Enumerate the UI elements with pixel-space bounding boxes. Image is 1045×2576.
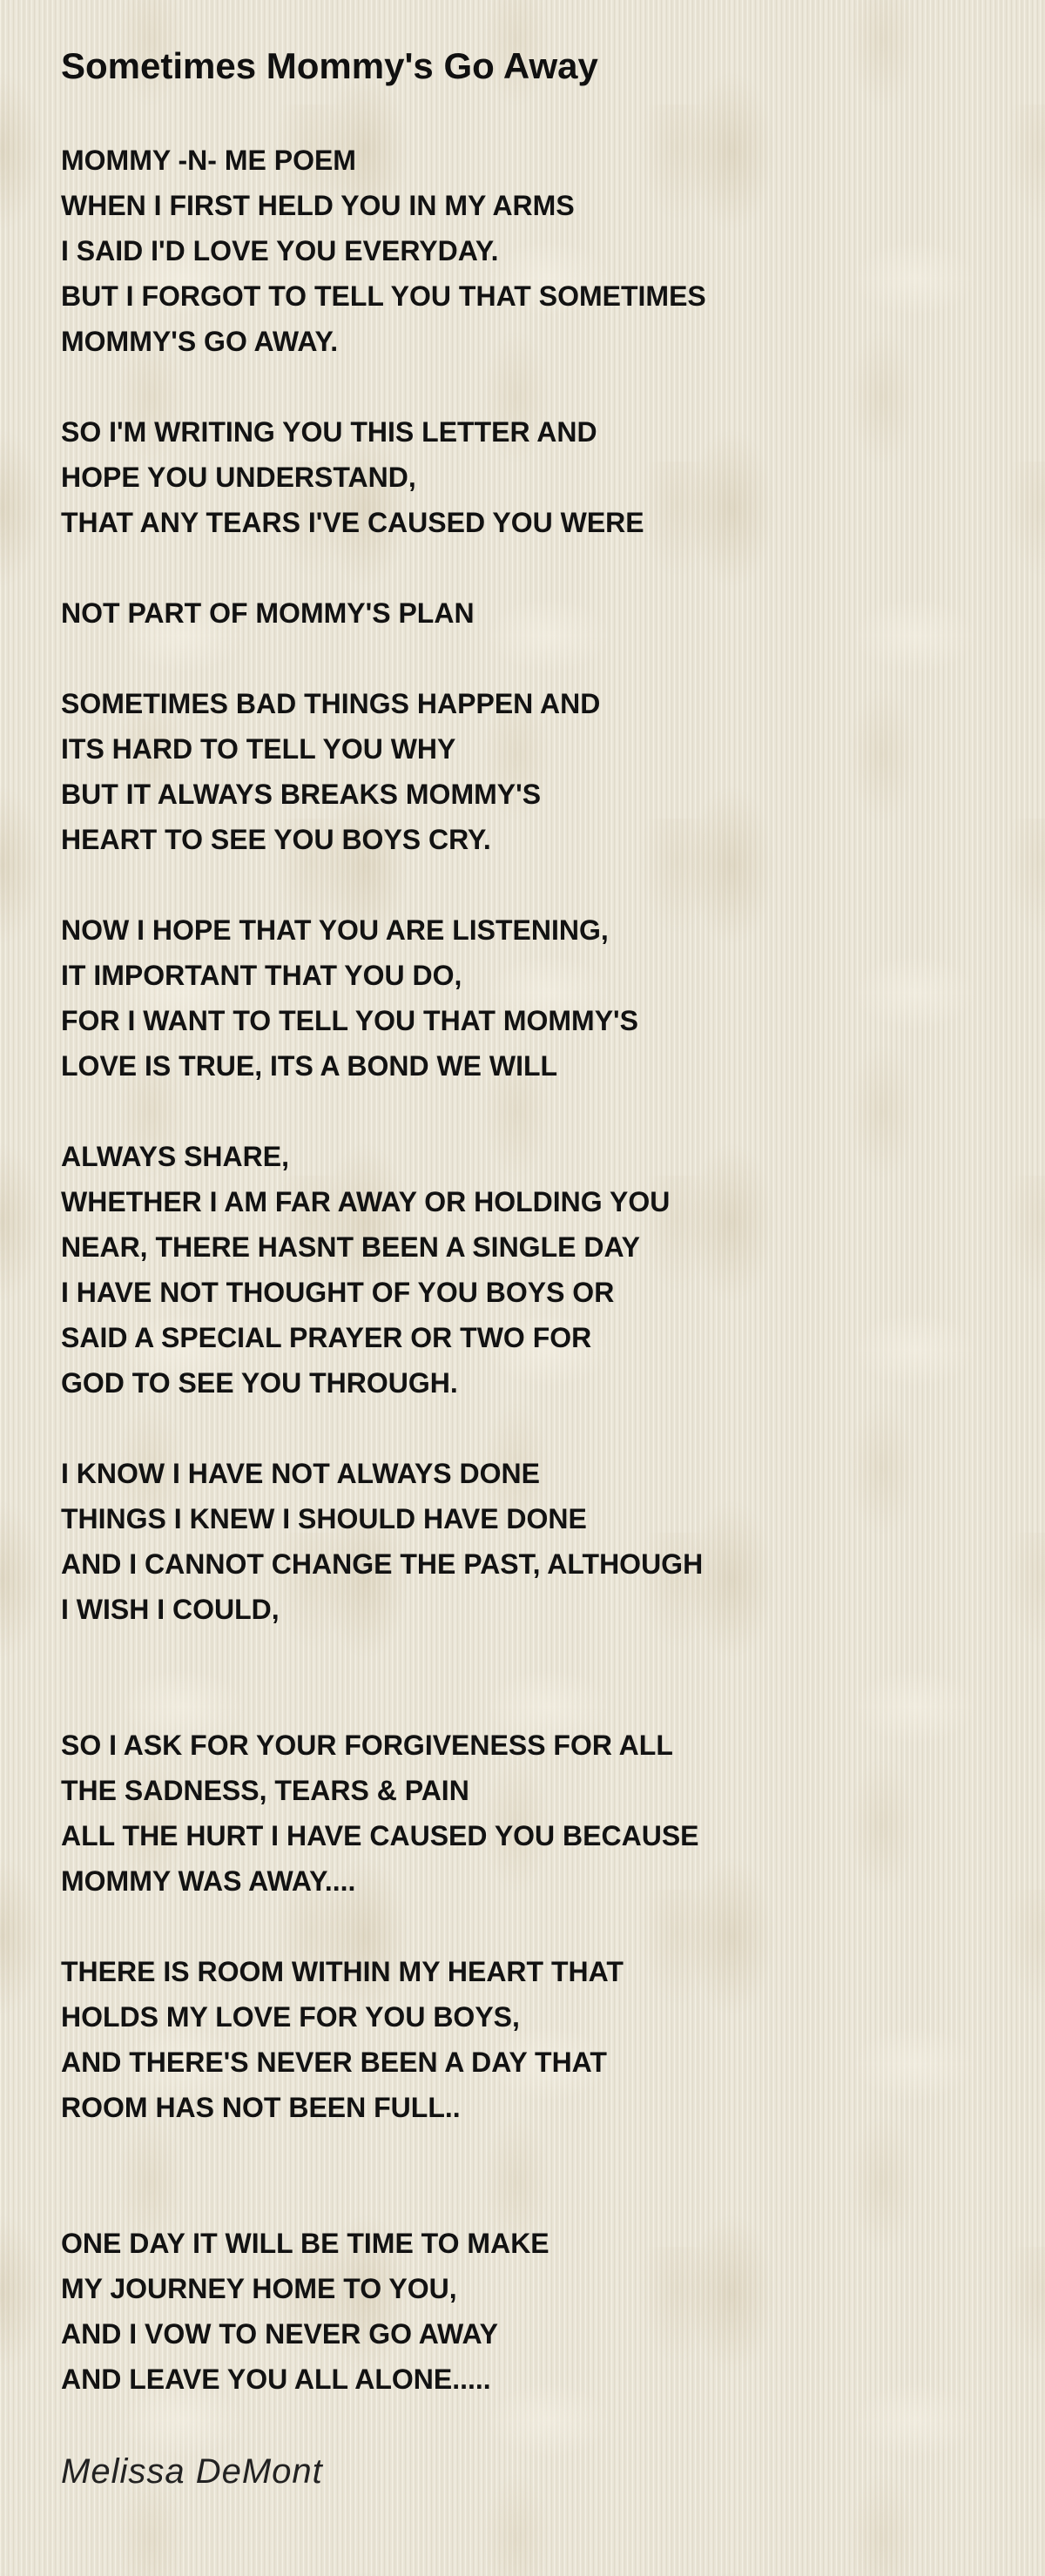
poem-line: MY JOURNEY HOME TO YOU,: [61, 2273, 457, 2305]
poem-line: AND LEAVE YOU ALL ALONE.....: [61, 2364, 491, 2396]
poem-line: ALL THE HURT I HAVE CAUSED YOU BECAUSE: [61, 1820, 699, 1852]
poem-line: THINGS I KNEW I SHOULD HAVE DONE: [61, 1503, 587, 1535]
poem-line: SO I ASK FOR YOUR FORGIVENESS FOR ALL: [61, 1730, 673, 1762]
stanza-spacer: [61, 1904, 1045, 1949]
poem-line: THERE IS ROOM WITHIN MY HEART THAT: [61, 1956, 624, 1988]
poem-line: THE SADNESS, TEARS & PAIN: [61, 1775, 469, 1807]
poem-line: BUT I FORGOT TO TELL YOU THAT SOMETIMES: [61, 280, 706, 313]
stanza-spacer: [61, 364, 1045, 409]
poem-line: WHETHER I AM FAR AWAY OR HOLDING YOU: [61, 1186, 671, 1218]
poem-line: I KNOW I HAVE NOT ALWAYS DONE: [61, 1458, 540, 1490]
poem-line: HEART TO SEE YOU BOYS CRY.: [61, 824, 491, 856]
poem-line: MOMMY WAS AWAY....: [61, 1865, 356, 1898]
poem-line: GOD TO SEE YOU THROUGH.: [61, 1367, 458, 1399]
poem-line: ROOM HAS NOT BEEN FULL..: [61, 2092, 461, 2124]
stanza-spacer: [61, 1089, 1045, 1134]
stanza-spacer: [61, 545, 1045, 590]
stanza-spacer: [61, 2130, 1045, 2175]
poem-line: ONE DAY IT WILL BE TIME TO MAKE: [61, 2228, 549, 2260]
poem-line: THAT ANY TEARS I'VE CAUSED YOU WERE: [61, 507, 644, 539]
stanza-spacer: [61, 1406, 1045, 1451]
poem-title: Sometimes Mommy's Go Away: [61, 45, 598, 86]
poem-line: I SAID I'D LOVE YOU EVERYDAY.: [61, 235, 499, 267]
stanza-spacer: [61, 862, 1045, 907]
poem-line: WHEN I FIRST HELD YOU IN MY ARMS: [61, 190, 575, 222]
poem-line: AND I VOW TO NEVER GO AWAY: [61, 2318, 498, 2350]
stanza-spacer: [61, 1677, 1045, 1723]
poem-line: SAID A SPECIAL PRAYER OR TWO FOR: [61, 1322, 592, 1354]
poem-line: MOMMY -N- ME POEM: [61, 145, 356, 177]
poem-line: HOPE YOU UNDERSTAND,: [61, 462, 416, 494]
poem-line: AND I CANNOT CHANGE THE PAST, ALTHOUGH: [61, 1548, 704, 1581]
poem-line: I WISH I COULD,: [61, 1594, 280, 1626]
poem-line: HOLDS MY LOVE FOR YOU BOYS,: [61, 2001, 520, 2033]
poet-signature: Melissa DeMont: [61, 2452, 323, 2492]
poem-line: ALWAYS SHARE,: [61, 1141, 289, 1173]
stanza-spacer: [61, 636, 1045, 681]
stanza-spacer: [61, 1632, 1045, 1677]
poem-line: SOMETIMES BAD THINGS HAPPEN AND: [61, 688, 601, 720]
poem-line: MOMMY'S GO AWAY.: [61, 326, 339, 358]
poem-line: I HAVE NOT THOUGHT OF YOU BOYS OR: [61, 1277, 615, 1309]
poem-line: ITS HARD TO TELL YOU WHY: [61, 733, 456, 765]
poem-line: SO I'M WRITING YOU THIS LETTER AND: [61, 416, 597, 448]
poem-line: NOW I HOPE THAT YOU ARE LISTENING,: [61, 914, 609, 947]
poem-line: LOVE IS TRUE, ITS A BOND WE WILL: [61, 1050, 558, 1082]
poem-line: NEAR, THERE HASNT BEEN A SINGLE DAY: [61, 1231, 640, 1264]
poem-line: AND THERE'S NEVER BEEN A DAY THAT: [61, 2047, 607, 2079]
poem-page: [0, 45, 1045, 2492]
poem-line: BUT IT ALWAYS BREAKS MOMMY'S: [61, 779, 542, 811]
poem-line: IT IMPORTANT THAT YOU DO,: [61, 960, 462, 992]
stanza-spacer: [61, 2175, 1045, 2221]
poem-line: FOR I WANT TO TELL YOU THAT MOMMY'S: [61, 1005, 638, 1037]
poem-line: NOT PART OF MOMMY'S PLAN: [61, 597, 475, 630]
poem-body: [61, 138, 1045, 2402]
